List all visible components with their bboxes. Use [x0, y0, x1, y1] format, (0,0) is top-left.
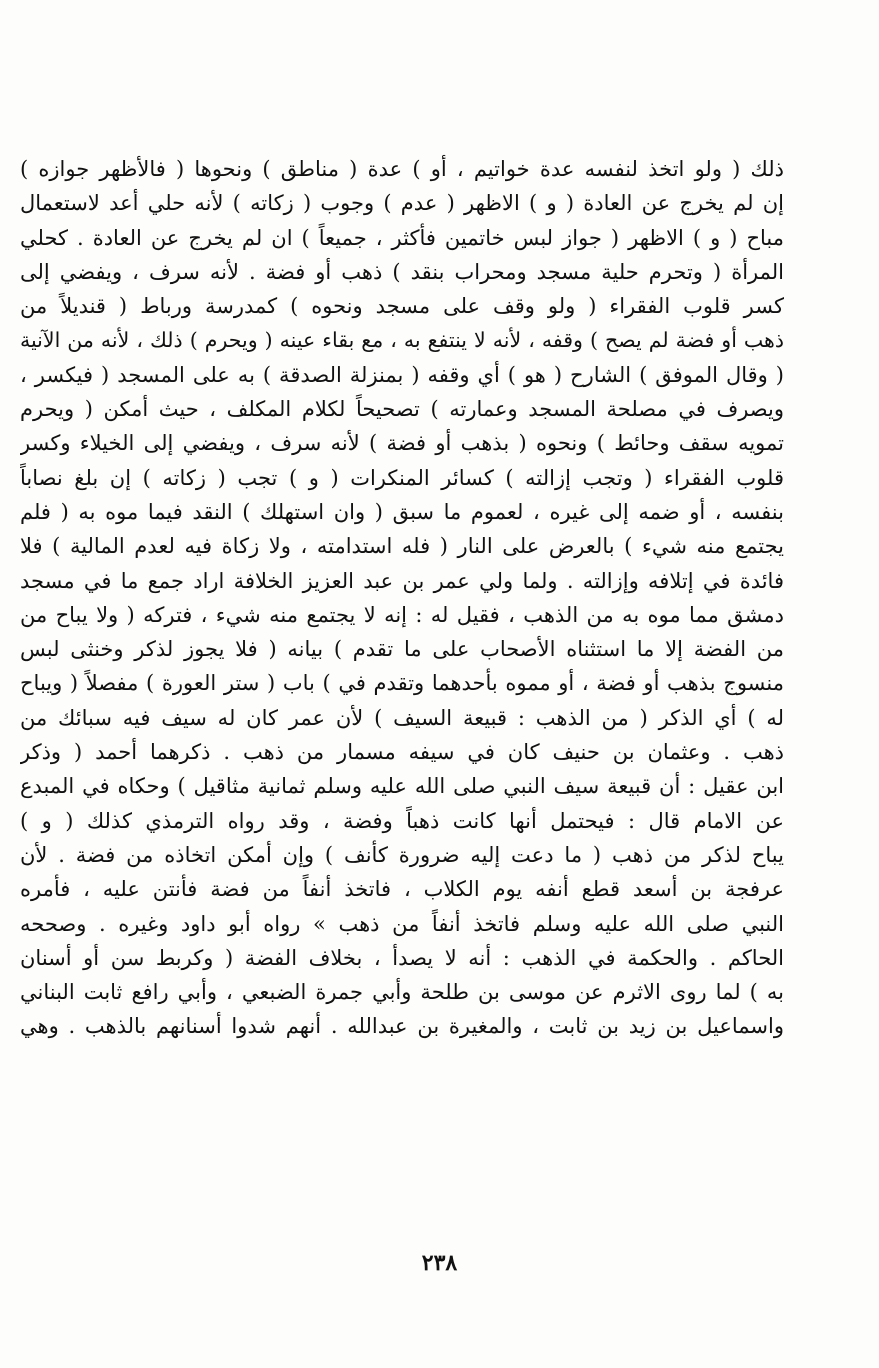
text-line: ويصرف في مصلحة المسجد وعمارته ) تصحيحاً لكلام المكلف ، حيث أمكن ( ويحرم: [20, 397, 784, 422]
body-text: [20, 152, 784, 1044]
text-line: المرأة ( وتحرم حلية مسجد ومحراب بنقد ) ذهب أو فضة . لأنه سرف ، ويفضي إلى: [20, 259, 784, 284]
text-line: تمويه سقف وحائط ) ونحوه ( بذهب أو فضة ) لأنه سرف ، ويفضي إلى الخيلاء وكسر: [20, 431, 784, 456]
text-line: ( وقال الموفق ) الشارح ( هو ) أي وقفه ( بمنزلة الصدقة ) به على المسجد ( فيكسر ،: [20, 362, 784, 387]
text-line: دمشق مما موه به من الذهب ، فقيل له : إنه لا يجتمع منه شيء ، فتركه ( ولا يباح من: [20, 602, 784, 627]
text-line: يباح لذكر من ذهب ( ما دعت إليه ضرورة كأنف ) وإن أمكن اتخاذه من فضة . لأن: [20, 842, 784, 867]
text-line: من الفضة إلا ما استثناه الأصحاب على ما تقدم ) بيانه ( فلا يجوز لذكر وخنثى لبس: [20, 637, 784, 662]
text-line: فائدة في إتلافه وإزالته . ولما ولي عمر بن عبد العزيز الخلافة اراد جمع ما في مسجد: [20, 568, 784, 593]
text-line: الحاكم . والحكمة في الذهب : أنه لا يصدأ ، بخلاف الفضة ( وكربط سن أو أسنان: [20, 945, 784, 970]
text-line: ذهب أو فضة لم يصح ) وقفه ، لأنه لا ينتفع به ، مع بقاء عينه ( ويحرم ) ذلك ، لأنه من الآنية: [20, 328, 784, 353]
text-line: النبي صلى الله عليه وسلم فاتخذ أنفاً من ذهب » رواه أبو داود وغيره . وصححه: [20, 911, 784, 936]
text-line: ذلك ( ولو اتخذ لنفسه عدة خواتيم ، أو ) عدة ( مناطق ) ونحوها ( فالأظهر جوازه ): [20, 157, 784, 181]
text-line: به ) لما روى الاثرم عن موسى بن طلحة وأبي جمرة الضبعي ، وأبي رافع ثابت البناني: [20, 980, 784, 1005]
text-line: له ) أي الذكر ( من الذهب : قبيعة السيف ) لأن عمر كان له سيف فيه سبائك من: [20, 705, 784, 730]
text-line: عرفجة بن أسعد قطع أنفه يوم الكلاب ، فاتخذ أنفاً من فضة فأنتن عليه ، فأمره: [20, 877, 784, 902]
text-line: كسر قلوب الفقراء ( ولو وقف على مسجد ونحوه ) كمدرسة ورباط ( قنديلاً من: [20, 294, 784, 319]
text-line: إن لم يخرج عن العادة ( و ) الاظهر ( عدم ) وجوب ( زكاته ) لأنه حلي أعد لاستعمال: [20, 191, 784, 216]
page-number: ٢٣٨: [421, 1250, 458, 1276]
text-line: قلوب الفقراء ( وتجب إزالته ) كسائر المنكرات ( و ) تجب ( زكاته ) إن بلغ نصاباً: [20, 465, 784, 490]
text-line: ذهب . وعثمان بن حنيف كان في سيفه مسمار من ذهب . ذكرهما أحمد ( وذكر: [20, 740, 784, 765]
text-line: عن الامام قال : فيحتمل أنها كانت ذهباً وفضة ، وقد رواه الترمذي كذلك ( و ): [20, 808, 784, 833]
text-line: بنفسه ، أو ضمه إلى غيره ، لعموم ما سبق ( وان استهلك ) النقد فيما موه به ( فلم: [20, 499, 784, 524]
text-line: مباح ( و ) الاظهر ( جواز لبس خاتمين فأكثر ، جميعاً ) ان لم يخرج عن العادة . كحلي: [20, 225, 784, 250]
text-line: منسوج بذهب أو فضة ، أو مموه بأحدهما وتقدم في ) باب ( ستر العورة ) مفصلاً ( ويباح: [20, 671, 784, 696]
text-line: ابن عقيل : أن قبيعة سيف النبي صلى الله عليه وسلم ثمانية مثاقيل ) وحكاه في المبدع: [20, 774, 784, 799]
text-line: واسماعيل بن زيد بن ثابت ، والمغيرة بن عبدالله . أنهم شدوا أسنانهم بالذهب . وهي: [20, 1014, 784, 1039]
text-line: يجتمع منه شيء ) بالعرض على النار ( فله استدامته ، ولا زكاة فيه لعدم المالية ) فلا: [20, 534, 784, 559]
